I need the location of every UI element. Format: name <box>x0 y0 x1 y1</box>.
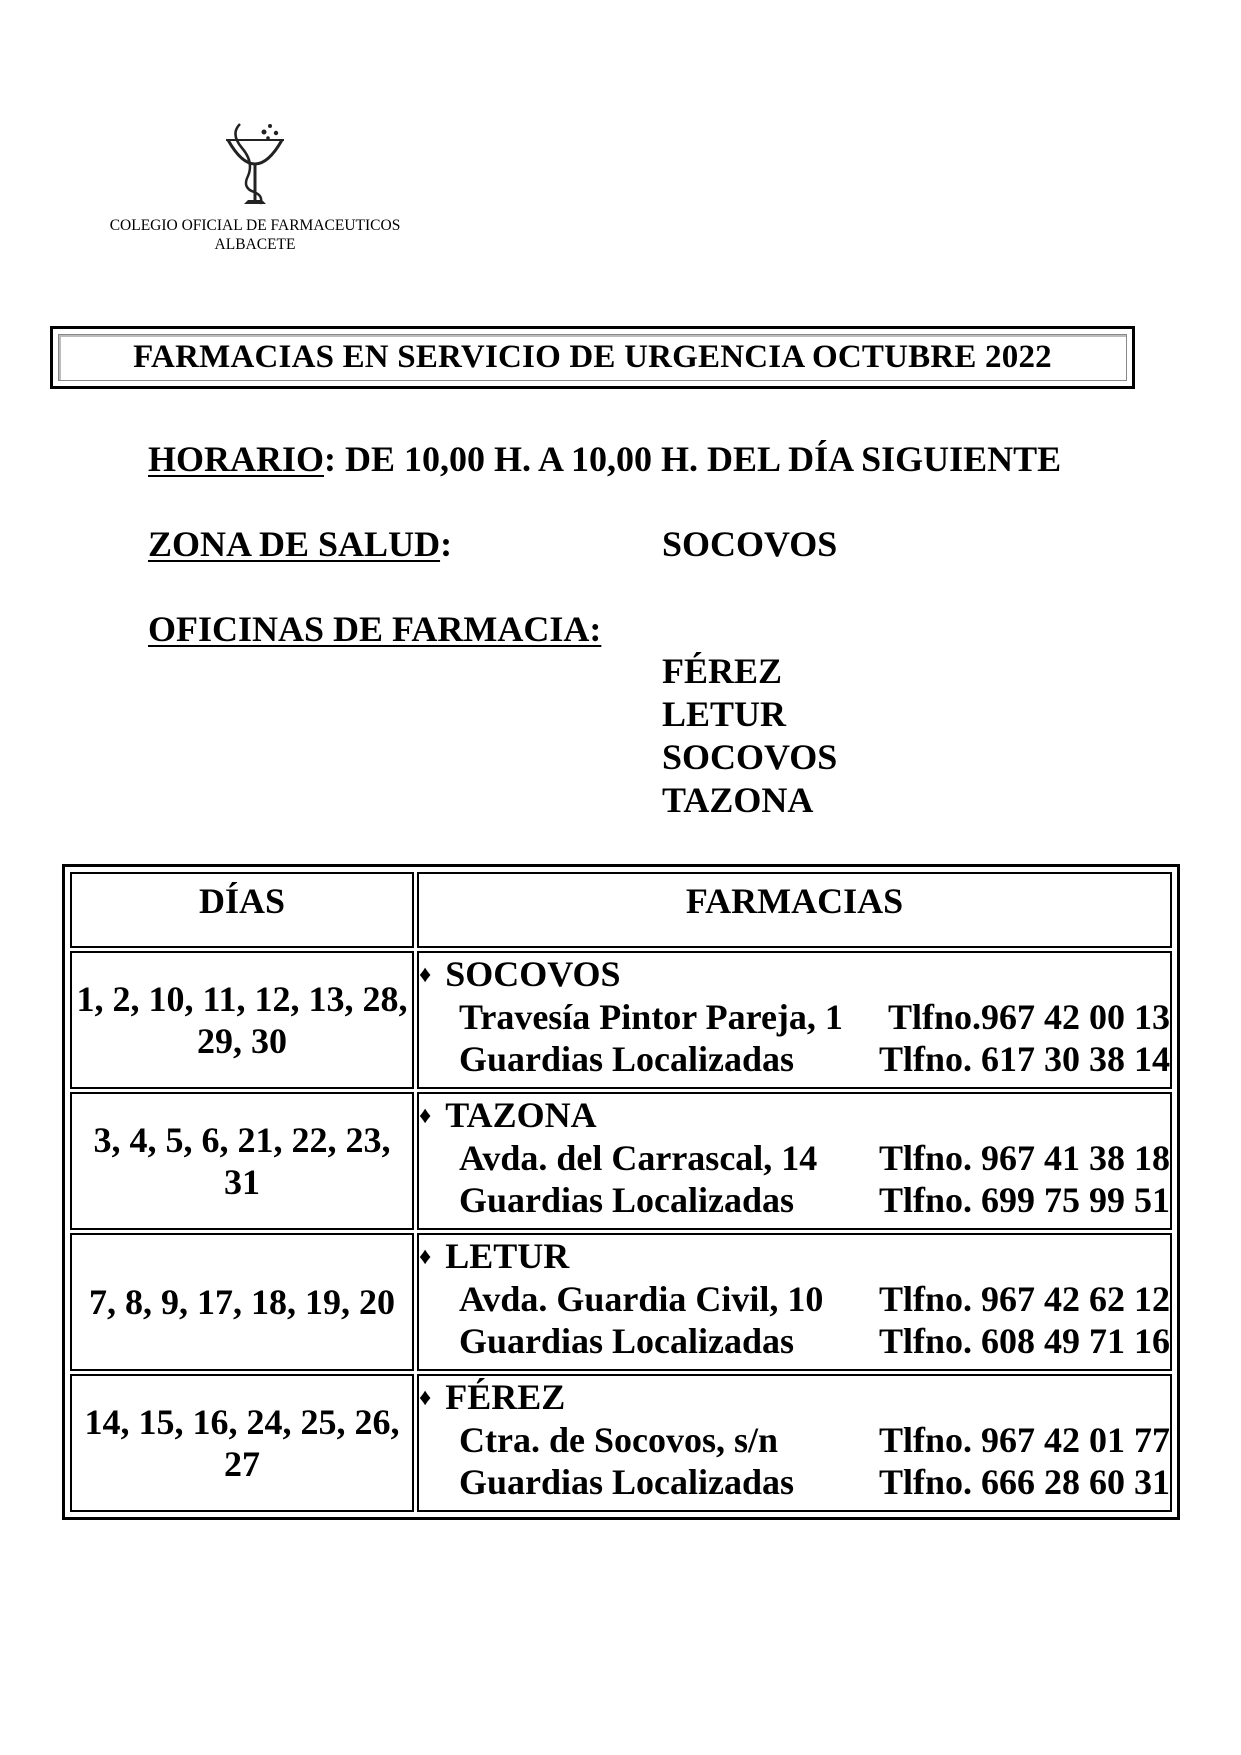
guard-label: Guardias Localizadas <box>459 1321 795 1361</box>
guard-line <box>419 1320 1170 1362</box>
pharmacy-name-line <box>419 1235 1170 1278</box>
page-title: FARMACIAS EN SERVICIO DE URGENCIA OCTUBRE 2022 <box>133 339 1052 375</box>
oficinas-row <box>148 608 601 650</box>
title-box <box>50 326 1135 389</box>
days-cell: 7, 8, 9, 17, 18, 19, 20 <box>70 1233 414 1371</box>
pharmacy-name: FÉREZ <box>445 1377 566 1417</box>
pharmacy-name: TAZONA <box>445 1095 597 1135</box>
diamond-bullet-icon: ♦ <box>419 962 432 988</box>
pharmacy-address: Travesía Pintor Pareja, 1 <box>459 997 843 1037</box>
days-cell: 3, 4, 5, 6, 21, 22, 23, 31 <box>70 1092 414 1230</box>
table-row <box>70 951 1172 1089</box>
pharmacy-address: Avda. del Carrascal, 14 <box>459 1138 818 1178</box>
org-name: COLEGIO OFICIAL DE FARMACEUTICOS <box>109 217 401 234</box>
guard-phone: Tlfno. 699 75 99 51 <box>878 1180 1170 1220</box>
pharmacy-address: Avda. Guardia Civil, 10 <box>459 1279 824 1319</box>
guard-label: Guardias Localizadas <box>459 1039 795 1079</box>
guard-line <box>419 1461 1170 1503</box>
pharmacy-phone: Tlfno. 967 42 62 12 <box>878 1279 1170 1319</box>
address-line <box>419 1137 1170 1179</box>
pharmacy-bowl-serpent-icon <box>220 118 290 210</box>
address-line <box>419 1419 1170 1461</box>
zona-label: ZONA DE SALUD <box>148 524 441 564</box>
diamond-bullet-icon: ♦ <box>419 1103 432 1129</box>
guard-label: Guardias Localizadas <box>459 1180 795 1220</box>
horario-label: HORARIO <box>148 439 325 479</box>
table-row <box>70 1233 1172 1371</box>
header-days: DÍAS <box>70 872 414 948</box>
guard-line <box>419 1038 1170 1080</box>
zona-row <box>148 523 452 565</box>
oficinas-item: FÉREZ <box>662 651 783 691</box>
address-line <box>419 1278 1170 1320</box>
table-row <box>70 1374 1172 1512</box>
horario-text: : DE 10,00 H. A 10,00 H. DEL DÍA SIGUIENTE <box>324 439 1062 479</box>
oficinas-item: TAZONA <box>662 780 814 820</box>
header-pharmacies: FARMACIAS <box>417 872 1172 948</box>
pharmacy-name: LETUR <box>445 1236 570 1276</box>
pharmacy-cell <box>417 1233 1172 1371</box>
pharmacy-name-line <box>419 953 1170 996</box>
pharmacy-name-line <box>419 1376 1170 1419</box>
oficinas-list <box>662 650 837 822</box>
pharmacy-cell <box>417 1092 1172 1230</box>
days-cell: 1, 2, 10, 11, 12, 13, 28, 29, 30 <box>70 951 414 1089</box>
table-header-row <box>70 872 1172 948</box>
pharmacy-phone: Tlfno.967 42 00 13 <box>887 997 1170 1037</box>
oficinas-item: LETUR <box>662 694 787 734</box>
pharmacy-phone: Tlfno. 967 42 01 77 <box>878 1420 1170 1460</box>
title-inner <box>58 334 1127 381</box>
guard-phone: Tlfno. 608 49 71 16 <box>878 1321 1170 1361</box>
guard-line <box>419 1179 1170 1221</box>
pharmacy-address: Ctra. de Socovos, s/n <box>459 1420 779 1460</box>
guard-phone: Tlfno. 666 28 60 31 <box>878 1462 1170 1502</box>
pharmacy-name: SOCOVOS <box>445 954 621 994</box>
schedule-table <box>62 864 1180 1520</box>
pharmacy-name-line <box>419 1094 1170 1137</box>
days-cell: 14, 15, 16, 24, 25, 26, 27 <box>70 1374 414 1512</box>
diamond-bullet-icon: ♦ <box>419 1244 432 1270</box>
org-header <box>90 118 420 254</box>
pharmacy-phone: Tlfno. 967 41 38 18 <box>878 1138 1170 1178</box>
table-row <box>70 1092 1172 1230</box>
guard-label: Guardias Localizadas <box>459 1462 795 1502</box>
oficinas-label: OFICINAS DE FARMACIA: <box>148 609 602 649</box>
oficinas-item: SOCOVOS <box>662 737 838 777</box>
guard-phone: Tlfno. 617 30 38 14 <box>878 1039 1170 1079</box>
zona-colon: : <box>440 524 453 564</box>
org-city: ALBACETE <box>214 236 296 253</box>
address-line <box>419 996 1170 1038</box>
zona-value: SOCOVOS <box>662 524 838 564</box>
pharmacy-cell <box>417 951 1172 1089</box>
diamond-bullet-icon: ♦ <box>419 1385 432 1411</box>
pharmacy-cell <box>417 1374 1172 1512</box>
horario-row <box>148 438 1061 480</box>
